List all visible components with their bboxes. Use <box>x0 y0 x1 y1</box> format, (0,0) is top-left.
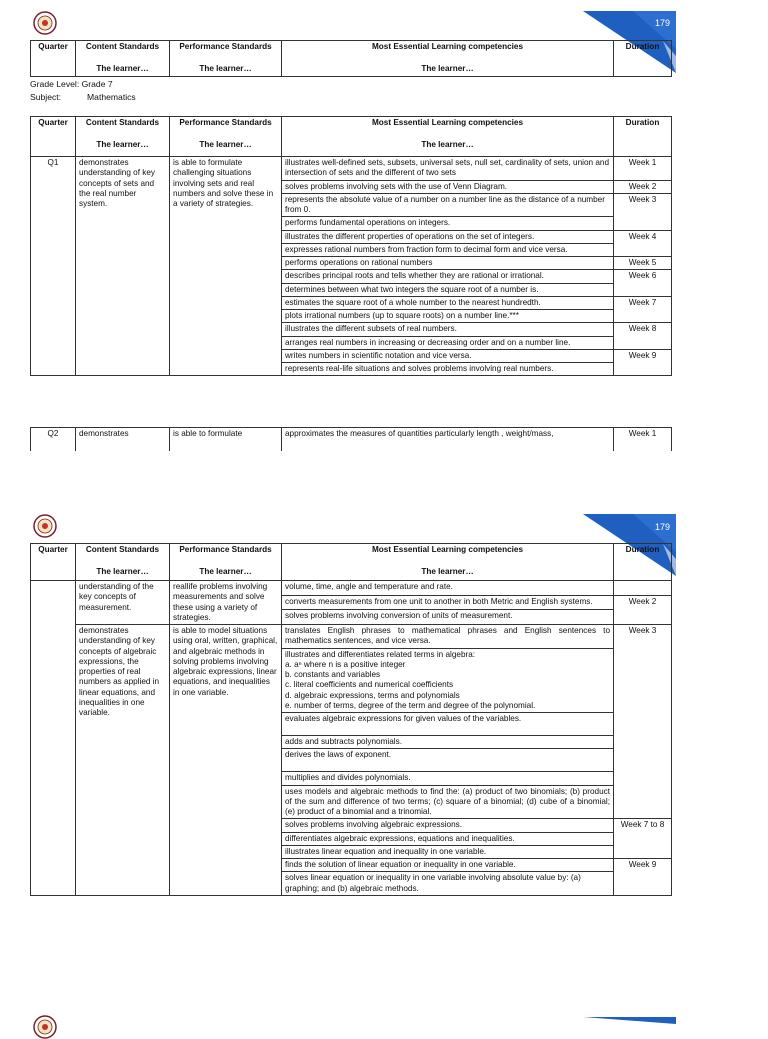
melc-cell: volume, time, angle and temperature and rate. <box>282 581 614 596</box>
melc-cell: illustrates the different subsets of real numbers. <box>282 323 614 336</box>
quarter-cell: Q1 <box>31 157 76 376</box>
table-row <box>31 625 672 649</box>
q2-start-table <box>30 427 672 451</box>
melc-cell: determines between what two integers the square root of a number is. <box>282 283 614 296</box>
page-number-ribbon <box>583 1017 676 1024</box>
week-cell: Week 7 <box>614 296 672 309</box>
week-cell <box>614 217 672 230</box>
week-cell <box>614 610 672 625</box>
melc-cell: uses models and algebraic methods to find the: (a) product of two binomials; (b) product of the sum and difference of two terms; (c) square of a binomial; (d) cube of a binomial; (e) product of a binomial and a trinomial. <box>282 785 614 819</box>
grade-level-line: Grade Level: Grade 7 <box>30 79 113 89</box>
content-standard-cell: demonstrates understanding of key concepts of algebraic expressions, the properties of real numbers as applied in linear equations, and inequalities in one variable. <box>76 625 170 896</box>
melc-cell: approximates the measures of quantities particularly length , weight/mass, <box>282 428 614 451</box>
melc-cell: multiplies and divides polynomials. <box>282 772 614 785</box>
melc-cell: solves problems involving sets with the use of Venn Diagram. <box>282 180 614 193</box>
melc-cell: converts measurements from one unit to another in both Metric and English systems. <box>282 595 614 610</box>
deped-seal-icon <box>33 11 57 35</box>
melc-cell: describes principal roots and tells whether they are rational or irrational. <box>282 270 614 283</box>
melc-cell: translates English phrases to mathematical phrases and English sentences to mathematics sentences, and vice versa. <box>282 625 614 649</box>
week-cell: Week 3 <box>614 193 672 217</box>
week-cell: Week 2 <box>614 180 672 193</box>
week-cell: Week 4 <box>614 230 672 243</box>
melc-cell: represents real-life situations and solves problems involving real numbers. <box>282 363 614 376</box>
melc-cell: arranges real numbers in increasing or decreasing order and on a number line. <box>282 336 614 349</box>
melc-cell: solves linear equation or inequality in one variable involving absolute value by: (a) graphing; and (b) algebraic methods. <box>282 872 614 896</box>
col-quarter: Quarter <box>31 41 76 77</box>
performance-standard-cell: is able to formulate <box>170 428 282 451</box>
running-header-table <box>30 40 672 77</box>
melc-cell: writes numbers in scientific notation and vice versa. <box>282 349 614 362</box>
melc-cell: plots irrational numbers (up to square roots) on a number line.*** <box>282 310 614 323</box>
quarter-cell <box>31 581 76 896</box>
melc-cell: evaluates algebraic expressions for given values of the variables. <box>282 713 614 736</box>
col-duration: Duration <box>614 41 672 77</box>
week-cell <box>614 283 672 296</box>
performance-standard-cell: is able to model situations using oral, written, graphical, and algebraic methods in solving problems involving algebraic expressions, linear equations, and inequalities in one variable. <box>170 625 282 896</box>
content-standard-cell: demonstrates understanding of key concepts of sets and the real number system. <box>76 157 170 376</box>
q1-table: Quarter Content Standards The learner… Performance Standards The learner… Most Essential Learning competencies The learner… Duration Q1 demonstrates understanding of key concepts of sets and the real number system. is able to formulate challenging situations involving sets and real numbers and solve these in a variety of strategies. illustrates well-defined sets, subsets, universal sets, null set, cardinality of sets, union and intersection of sets and the different of two sets Week 1 solves problems involving sets with the use of Venn Diagram. Week 2 represents the absolute value of a number on a number line as the distance of a number from 0. Week 3 performs fundamental operations on integers. illustrates the different properties of operations on the set of integers. Week 4 expresses rational numbers from fraction form to decimal form and vice versa. performs operations on rational numbers Week 5 describes principal roots and tells whether they are rational or irrational. Week 6 determines between what two integers the square root of a number is. estimates the square root of a whole number to the nearest hundredth. Week 7 plots irrational numbers (up to square roots) on a number line.*** illustrates the different subsets of real numbers. Week 8 arranges real numbers in increasing or decreasing order and on a number line. writes numbers in scientific notation and vice versa. Week 9 represents real-life situations and solves problems involving real numbers. <box>30 116 672 376</box>
melc-cell: illustrates and differentiates related terms in algebra: a. aⁿ where n is a positive integer b. constants and variables c. literal coefficients and numerical coefficients d. algebraic expressions, terms and polynomials e. number of terms, degree of the term and degree of the polynomial. <box>282 648 614 713</box>
week-cell: Week 3 <box>614 625 672 819</box>
subject-line: Subject: Mathematics <box>30 92 136 102</box>
week-cell <box>614 845 672 858</box>
page-number: 179 <box>654 522 670 532</box>
week-cell <box>614 832 672 845</box>
week-cell: Week 9 <box>614 349 672 362</box>
melc-cell: solves problems involving algebraic expressions. <box>282 819 614 832</box>
week-cell <box>614 581 672 596</box>
week-cell <box>614 872 672 896</box>
week-cell: Week 2 <box>614 595 672 610</box>
performance-standard-cell: is able to formulate challenging situations involving sets and real numbers and solve these in a variety of strategies. <box>170 157 282 376</box>
week-cell <box>614 243 672 256</box>
melc-cell: performs operations on rational numbers <box>282 257 614 270</box>
week-cell <box>614 363 672 376</box>
week-cell: Week 1 <box>614 157 672 181</box>
melc-cell: illustrates the different properties of operations on the set of integers. <box>282 230 614 243</box>
melc-cell: adds and subtracts polynomials. <box>282 736 614 749</box>
deped-seal-icon <box>33 1015 57 1039</box>
q2-continued-table: Quarter Content Standards The learner… Performance Standards The learner… Most Essential Learning competencies The learner… Duration understanding of the key concepts of measurement. reallife problems involving measurements and solve these using a variety of strategies. volume, time, angle and temperature and rate. converts measurements from one unit to another in both Metric and English systems. Week 2 solves problems involving conversion of units of measurement. demonstrates understanding of key concepts of algebraic expressions, the properties of real numbers as applied in linear equations, and inequalities in one variable. is able to model situations using oral, written, graphical, and algebraic methods in solving problems involving algebraic expressions, linear equations, and inequalities in one variable. translates English phrases to mathematical phrases and English sentences to mathematics sentences, and vice versa. Week 3 illustrates and differentiates related terms in algebra: a. aⁿ where n is a positive integer b. constants and variables c. literal coefficients and numerical coefficients d. algebraic expressions, terms and polynomials e. number of terms, degree of the term and degree of the polynomial. evaluates algebraic expressions for given values of the variables. adds and subtracts polynomials. derives the laws of exponent. multiplies and divides polynomials. uses models and algebraic methods to find the: (a) product of two binomials; (b) product of the sum and difference of two terms; (c) square of a binomial; (d) cube of a binomial; (e) product of a binomial and a trinomial. solves problems involving algebraic expressions. Week 7 to 8 differentiates algebraic expressions, equations and inequalities. illustrates linear equation and inequality in one variable. finds the solution of linear equation or inequality in one variable. Week 9 solves linear equation or inequality in one variable involving absolute value by: (a) graphing; and (b) algebraic methods. <box>30 543 672 896</box>
week-cell <box>614 336 672 349</box>
col-performance: Performance Standards The learner… <box>170 41 282 77</box>
week-cell: Week 8 <box>614 323 672 336</box>
table-row <box>31 428 672 451</box>
col-melc: Most Essential Learning competencies The learner… <box>282 41 614 77</box>
week-cell: Week 1 <box>614 428 672 451</box>
page-number: 179 <box>654 18 670 28</box>
deped-seal-icon <box>33 514 57 538</box>
quarter-cell: Q2 <box>31 428 76 451</box>
melc-cell: expresses rational numbers from fraction form to decimal form and vice versa. <box>282 243 614 256</box>
week-cell: Week 7 to 8 <box>614 819 672 832</box>
week-cell: Week 5 <box>614 257 672 270</box>
week-cell: Week 9 <box>614 859 672 872</box>
melc-cell: derives the laws of exponent. <box>282 749 614 772</box>
content-standard-cell: understanding of the key concepts of measurement. <box>76 581 170 625</box>
week-cell: Week 6 <box>614 270 672 283</box>
col-content: Content Standards The learner… <box>76 41 170 77</box>
performance-standard-cell: reallife problems involving measurements and solve these using a variety of strategies. <box>170 581 282 625</box>
melc-cell: differentiates algebraic expressions, equations and inequalities. <box>282 832 614 845</box>
week-cell <box>614 310 672 323</box>
melc-cell: represents the absolute value of a number on a number line as the distance of a number from 0. <box>282 193 614 217</box>
melc-cell: estimates the square root of a whole number to the nearest hundredth. <box>282 296 614 309</box>
table-row <box>31 157 672 181</box>
melc-cell: finds the solution of linear equation or inequality in one variable. <box>282 859 614 872</box>
melc-cell: performs fundamental operations on integers. <box>282 217 614 230</box>
table-row <box>31 581 672 596</box>
melc-cell: illustrates well-defined sets, subsets, universal sets, null set, cardinality of sets, union and intersection of sets and the different of two sets <box>282 157 614 181</box>
content-standard-cell: demonstrates <box>76 428 170 451</box>
melc-cell: solves problems involving conversion of units of measurement. <box>282 610 614 625</box>
melc-cell: illustrates linear equation and inequality in one variable. <box>282 845 614 858</box>
